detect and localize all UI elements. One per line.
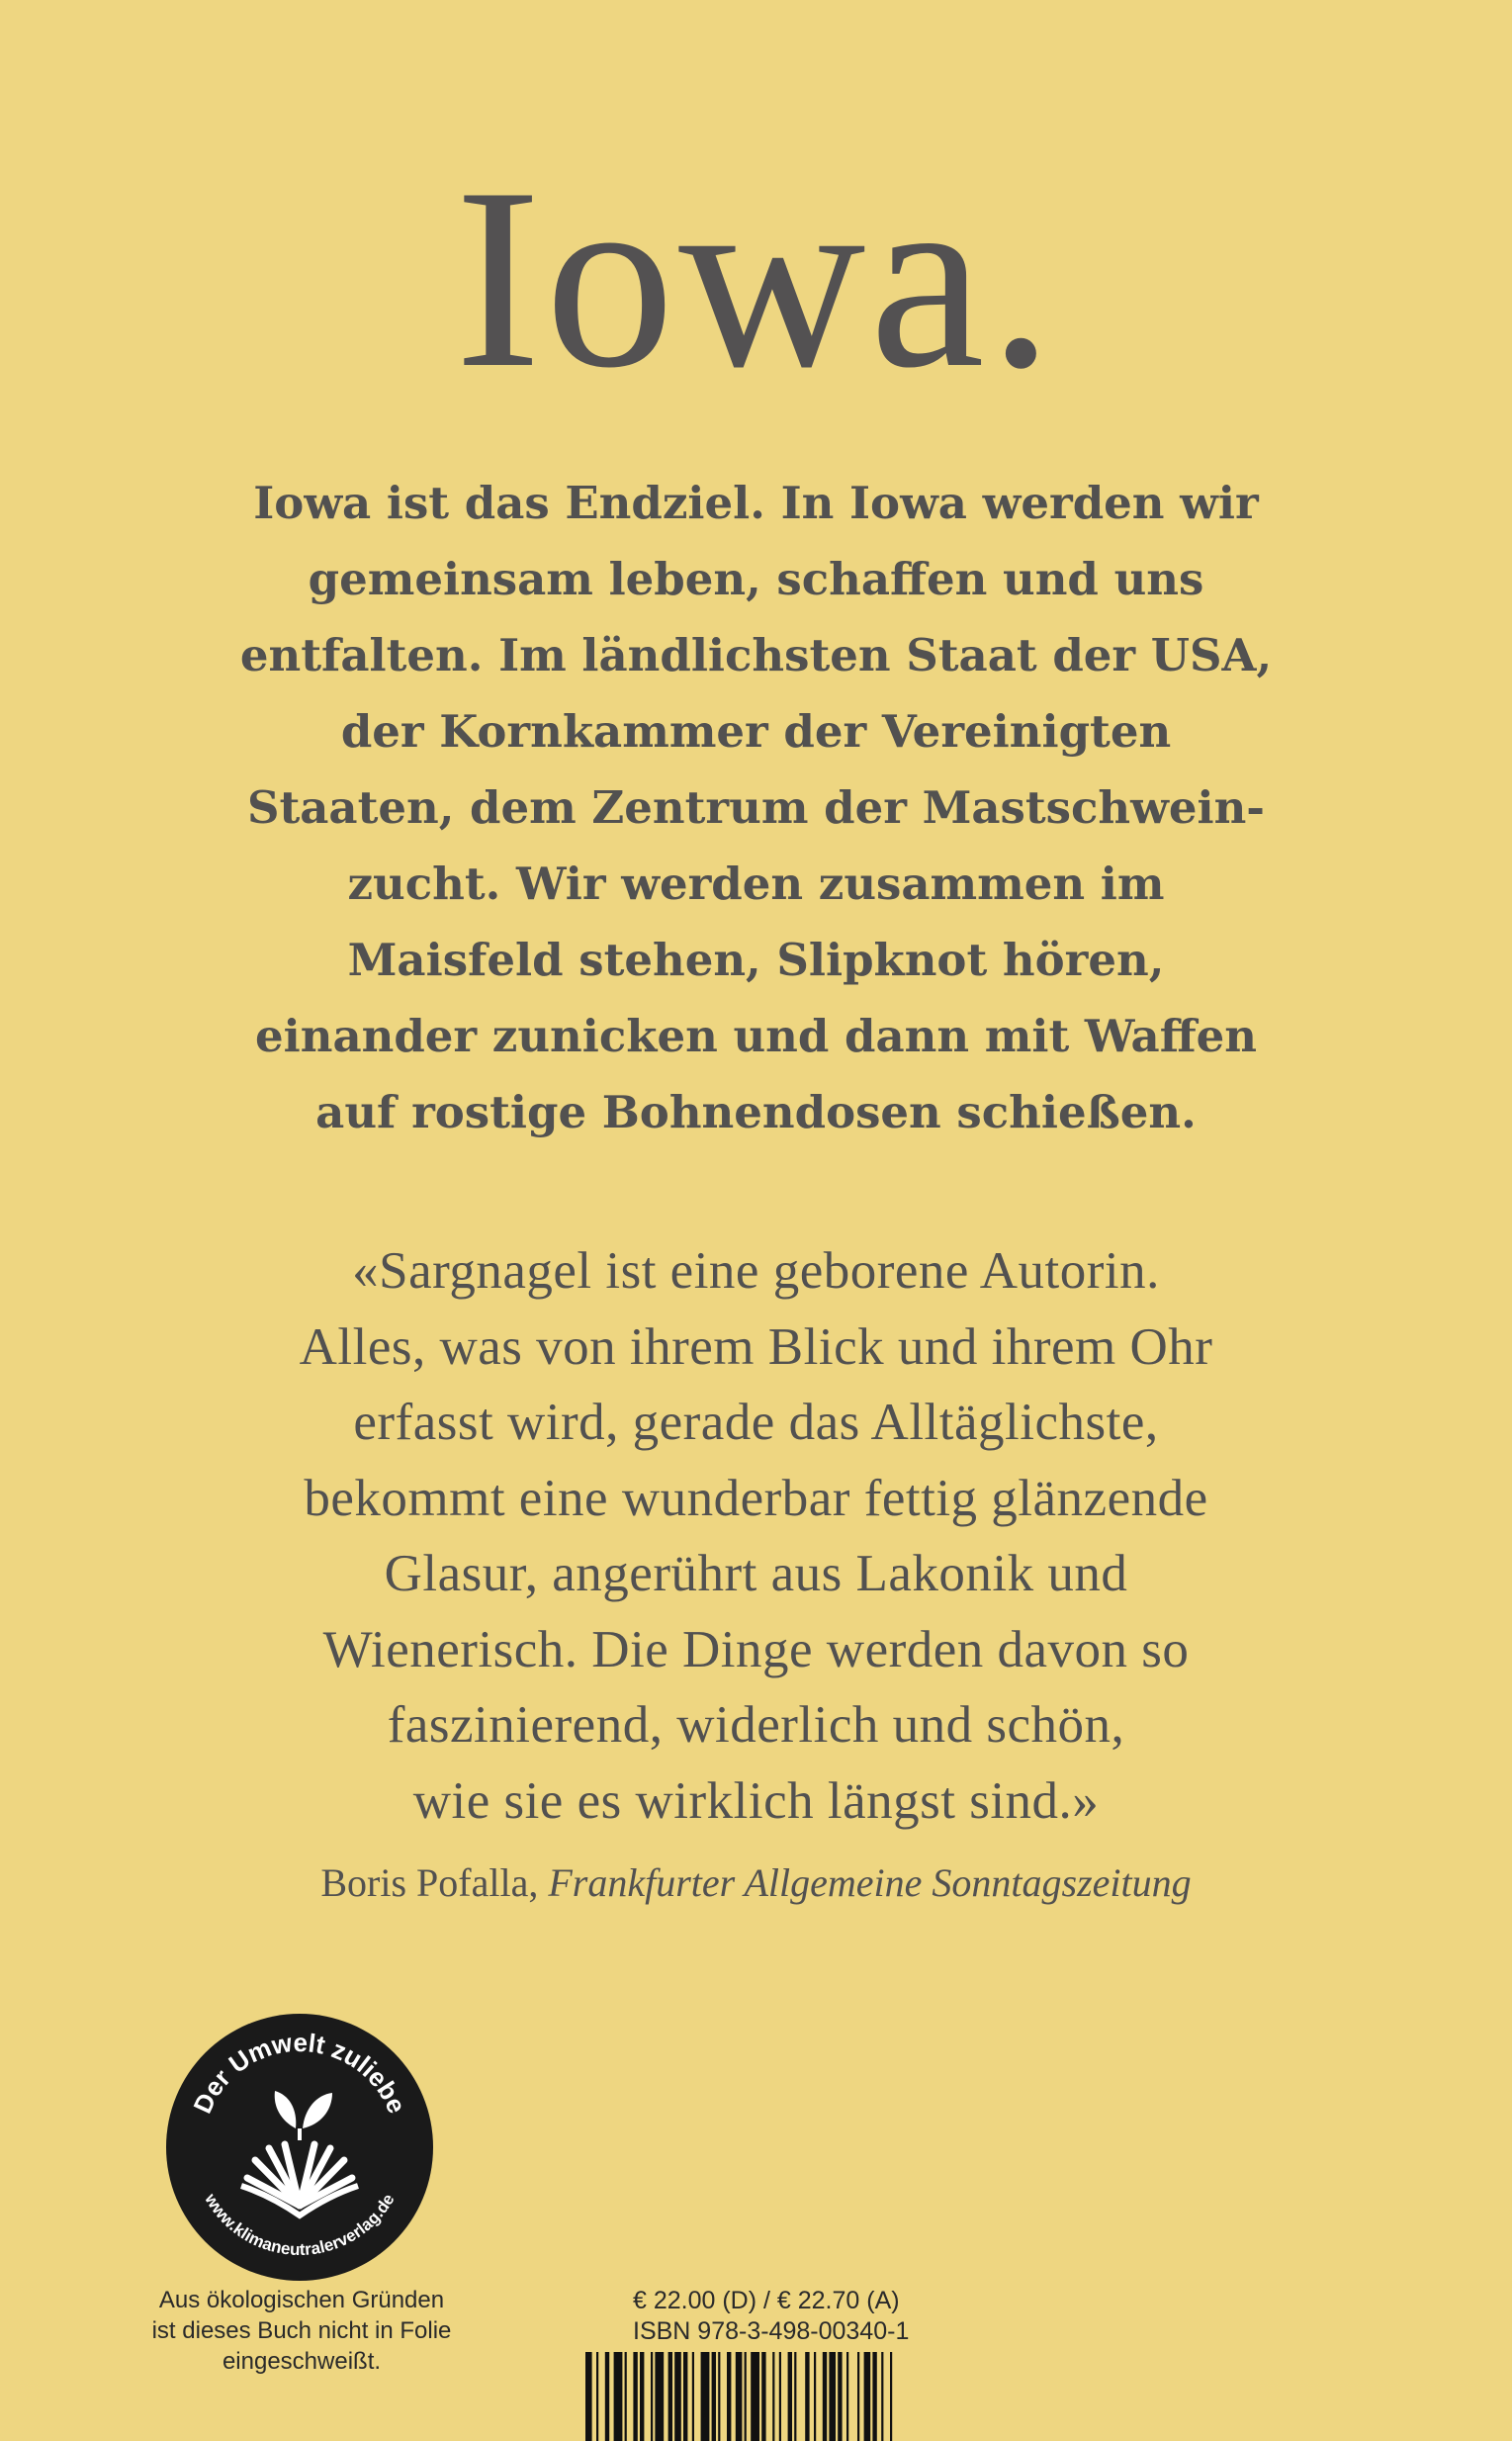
eco-note-line: eingeschweißt. [222,2348,382,2375]
barcode-bar [788,2352,792,2441]
quote-line: wie sie es wirklich längst sind.» [412,1771,1100,1830]
quote-line: Glasur, angerührt aus Lakonik und [384,1545,1128,1602]
barcode-bar [857,2352,859,2441]
blurb-line: Iowa ist das Endziel. In Iowa werden wir [253,477,1259,529]
barcode-bar [805,2352,809,2441]
barcode-bar [585,2352,592,2441]
barcode-bar [751,2352,759,2441]
blurb-line: auf rostige Bohnendosen schießen. [315,1086,1197,1138]
eco-note [129,2285,475,2377]
barcode-bar [864,2352,871,2441]
blurb-line: der Kornkammer der Vereinigten [340,705,1172,758]
blurb-line: zucht. Wir werden zusammen im [347,858,1165,910]
barcode-bar [655,2352,664,2441]
barcode-bar [872,2352,876,2441]
quote-line: Alles, was von ihrem Blick und ihrem Ohr [299,1317,1213,1376]
eco-badge-top-text: Der Umwelt zuliebe [187,2027,412,2119]
barcode-bar [846,2352,848,2441]
barcode-bar [823,2352,827,2441]
barcode-bar [761,2352,765,2441]
barcode-bar [779,2352,781,2441]
barcode-bar [633,2352,637,2441]
eco-note-line: ist dieses Buch nicht in Folie [151,2317,452,2344]
quote-line: bekommt eine wunderbar fettig glänzende [304,1469,1208,1527]
blurb-line: Maisfeld stehen, Slipknot hören, [347,934,1165,986]
blurb-text [212,465,1300,1150]
eco-badge-url-text: www.klimaneutralerverlag.de [201,2190,399,2260]
barcode-bar [651,2352,653,2441]
price-text: € 22.00 (D) / € 22.70 (A) [633,2287,900,2314]
barcode-bar [683,2352,687,2441]
barcode-bar [668,2352,672,2441]
quote-attribution [212,1857,1300,1909]
blurb-line: Staaten, dem Zentrum der Mastschwein- [246,781,1265,834]
barcode-bar [605,2352,609,2441]
barcode-bar [701,2352,710,2441]
eco-badge [164,2012,435,2283]
barcode-bar [727,2352,731,2441]
barcode-bar [794,2352,796,2441]
barcode-bar [625,2352,627,2441]
barcode-bar [772,2352,774,2441]
barcode-bar [736,2352,743,2441]
eco-note-line: Aus ökologischen Gründen [158,2287,445,2313]
barcode-bar [829,2352,836,2441]
quote-line: Wienerisch. Die Dinge werden davon so [322,1620,1190,1678]
quote-line: erfasst wird, gerade das Alltäglichste, [353,1394,1159,1451]
barcode-bar [838,2352,842,2441]
barcode-bar [692,2352,694,2441]
barcode-bar [890,2352,892,2441]
quote-line: «Sargnagel ist eine geborene Autorin. [352,1242,1160,1300]
barcode-bar [596,2352,598,2441]
barcode-bar [745,2352,747,2441]
barcode-bar [881,2352,883,2441]
barcode-bar [814,2352,816,2441]
attribution-publication: Frankfurter Allgemeine Sonntagszeitung [548,1860,1192,1905]
barcode-bar [718,2352,720,2441]
review-quote [212,1233,1300,1839]
isbn-barcode [585,2352,934,2441]
barcode-bar [674,2352,681,2441]
isbn-text: ISBN 978-3-498-00340-1 [633,2317,910,2345]
blurb-line: einander zunicken und dann mit Waffen [255,1010,1257,1062]
barcode-bar [712,2352,716,2441]
price-block [633,2286,909,2347]
blurb-line: gemeinsam leben, schaffen und uns [308,553,1204,605]
barcode-bar [640,2352,644,2441]
quote-line: faszinierend, widerlich und schön, [387,1696,1125,1754]
blurb-line: entfalten. Im ländlichsten Staat der USA, [239,629,1273,681]
book-title: Iowa. [454,135,1058,421]
barcode-bar [614,2352,623,2441]
attribution-author: Boris Pofalla, [320,1860,539,1905]
